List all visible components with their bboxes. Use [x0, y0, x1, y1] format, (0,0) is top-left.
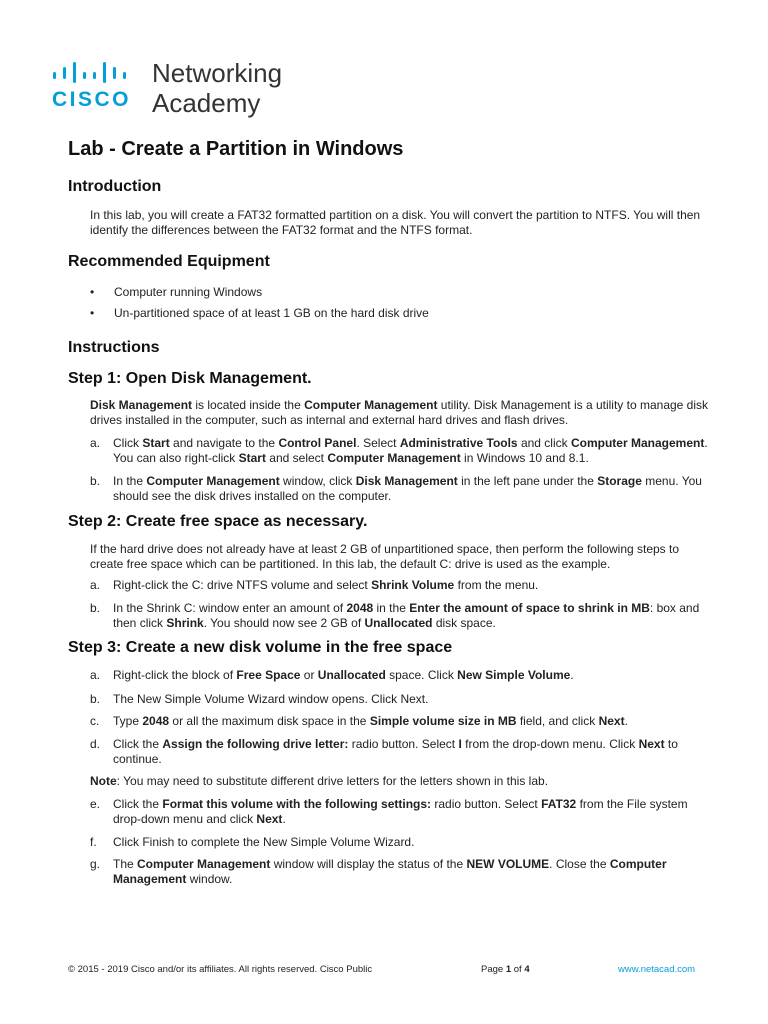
item-letter: b. [90, 692, 101, 706]
introduction-heading: Introduction [68, 178, 162, 195]
item-text: Click the Assign the following drive letter: radio button. Select I from the drop-down menu. Click Next to continue. [113, 737, 678, 766]
footer-copyright [68, 964, 372, 975]
item-letter: a. [90, 578, 101, 592]
step3-heading: Step 3: Create a new disk volume in the free space [68, 639, 453, 656]
logo-title-academy: Academy [152, 88, 261, 118]
step1-item-a [90, 436, 710, 466]
step3-item-f [90, 835, 710, 850]
item-letter: a. [90, 436, 101, 450]
item-text: In the Shrink C: window enter an amount of 2048 in the Enter the amount of space to shrink in MB: box and then click Shrink. You should now see 2 GB of Unallocated disk space. [113, 601, 700, 630]
item-letter: g. [90, 857, 101, 871]
item-letter: f. [90, 835, 97, 849]
step1-intro: Disk Management is located inside the Computer Management utility. Disk Management is a utility to manage disk drives installed in the computer, such as internal and external hard drives and flash drives. [90, 398, 709, 427]
step3-item-e [90, 797, 710, 827]
step3-item-a [90, 668, 710, 683]
step2-intro: If the hard drive does not already have at least 2 GB of unpartitioned space, then perform the following steps to create free space which can be partitioned. In this lab, the default C: drive is used as the example. [90, 542, 680, 571]
step2-heading: Step 2: Create free space as necessary. [68, 513, 368, 530]
item-letter: e. [90, 797, 101, 811]
step1-item-b [90, 474, 710, 504]
item-text: In the Computer Management window, click Disk Management in the left pane under the Storage menu. You should see the disk drives installed on the computer. [113, 474, 702, 503]
bullet-icon: • [90, 285, 95, 299]
item-text: Click the Format this volume with the following settings: radio button. Select FAT32 from the File system drop-down menu and click Next. [113, 797, 688, 826]
step2-item-a [90, 578, 710, 593]
step3-item-g [90, 857, 710, 887]
step3-item-b [90, 692, 710, 707]
lab-title: Lab - Create a Partition in Windows [68, 138, 404, 160]
item-letter: b. [90, 601, 101, 615]
netacad-link[interactable]: www.netacad.com [618, 964, 696, 975]
copyright-text: 2015 - 2019 Cisco and/or its affiliates. All rights reserved. Cisco Public [77, 964, 373, 975]
item-text: Right-click the C: drive NTFS volume and select Shrink Volume from the menu. [113, 578, 539, 592]
equipment-heading: Recommended Equipment [68, 253, 270, 270]
cisco-networking-academy-logo [52, 58, 312, 120]
cisco-wordmark: CISCO [52, 88, 132, 111]
item-text: Right-click the block of Free Space or Unallocated space. Click New Simple Volume. [113, 668, 574, 682]
step1-heading: Step 1: Open Disk Management. [68, 370, 312, 387]
logo-title-networking: Networking [152, 58, 283, 88]
footer-page-number [481, 964, 530, 975]
page-of: of [511, 964, 525, 975]
item-text: Click Finish to complete the New Simple Volume Wizard. [113, 835, 415, 849]
page-current: 1 [505, 964, 512, 975]
copyright-icon: © [68, 964, 75, 975]
step3-item-d [90, 737, 710, 767]
step3-item-c [90, 714, 710, 729]
item-text: Click Start and navigate to the Control Panel. Select Administrative Tools and click Computer Management. You can also right-click Start and select Computer Management in Windows 10 and 8.1. [113, 436, 708, 465]
item-letter: c. [90, 714, 100, 728]
item-letter: d. [90, 737, 101, 751]
introduction-text: In this lab, you will create a FAT32 formatted partition on a disk. You will convert the partition to NTFS. You will then identify the differences between the FAT32 format and the NTFS format. [90, 208, 701, 237]
bullet-icon: • [90, 306, 95, 320]
item-text: The New Simple Volume Wizard window opens. Click Next. [113, 692, 429, 706]
instructions-heading: Instructions [68, 339, 160, 356]
equipment-item-text: Computer running Windows [114, 285, 263, 299]
item-text: The Computer Management window will display the status of the NEW VOLUME. Close the Computer Management window. [113, 857, 667, 886]
page-total: 4 [524, 964, 530, 975]
item-letter: b. [90, 474, 101, 488]
cisco-bars-icon [52, 61, 144, 83]
step2-item-b [90, 601, 710, 631]
page-prefix: Page [481, 964, 506, 975]
equipment-item-text: Un-partitioned space of at least 1 GB on the hard disk drive [114, 306, 429, 320]
item-text: Type 2048 or all the maximum disk space in the Simple volume size in MB field, and click Next. [113, 714, 628, 728]
item-letter: a. [90, 668, 101, 682]
step3-note: Note: You may need to substitute different drive letters for the letters shown in this lab. [90, 774, 549, 788]
